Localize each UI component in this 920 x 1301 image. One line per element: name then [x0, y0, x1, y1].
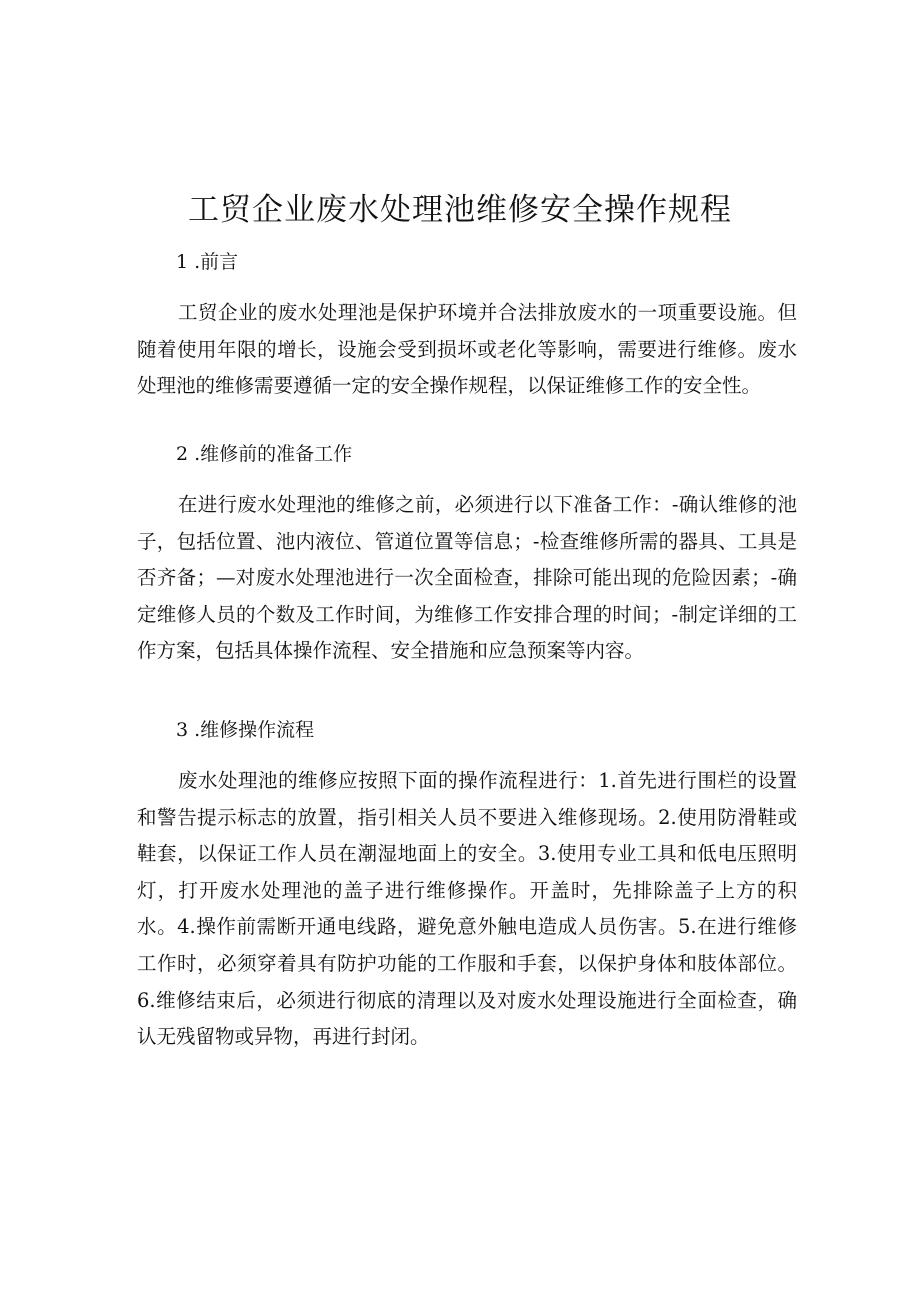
section-body-procedure: 废水处理池的维修应按照下面的操作流程进行：1.首先进行围栏的设置和警告提示标志的放置，指引相关人员不要进入维修现场。2.使用防滑鞋或鞋套，以保证工作人员在潮湿地面上的安全。3.使用专业工具和低电压照明灯，打开废水处理池的盖子进行维修操作。开盖时，先排除盖子上方的积水。4.操作前需断开通电线路，避免意外触电造成人员伤害。5.在进行维修工作时，必须穿着具有防护功能的工作服和手套，以保护身体和肢体部位。6.维修结束后，必须进行彻底的清理以及对废水处理设施进行全面检查，确认无残留物或异物，再进行封闭。	[137, 769, 797, 1049]
section-heading-preparation: 2 .维修前的准备工作	[176, 443, 353, 465]
section-body-preface: 工贸企业的废水处理池是保护环境并合法排放废水的一项重要设施。但随着使用年限的增长，设施会受到损坏或老化等影响，需要进行维修。废水处理池的维修需要遵循一定的安全操作规程，以保证维修工作的安全性。	[137, 301, 797, 398]
section-body-preparation: 在进行废水处理池的维修之前，必须进行以下准备工作：-确认维修的池子，包括位置、池内液位、管道位置等信息；-检查维修所需的器具、工具是否齐备；—对废水处理池进行一次全面检查，排除可能出现的危险因素；-确定维修人员的个数及工作时间，为维修工作安排合理的时间；-制定详细的工作方案，包括具体操作流程、安全措施和应急预案等内容。	[137, 493, 797, 663]
section-heading-procedure: 3 .维修操作流程	[176, 719, 315, 741]
document-title: 工贸企业废水处理池维修安全操作规程	[188, 192, 732, 228]
section-heading-preface: 1 .前言	[176, 251, 239, 273]
